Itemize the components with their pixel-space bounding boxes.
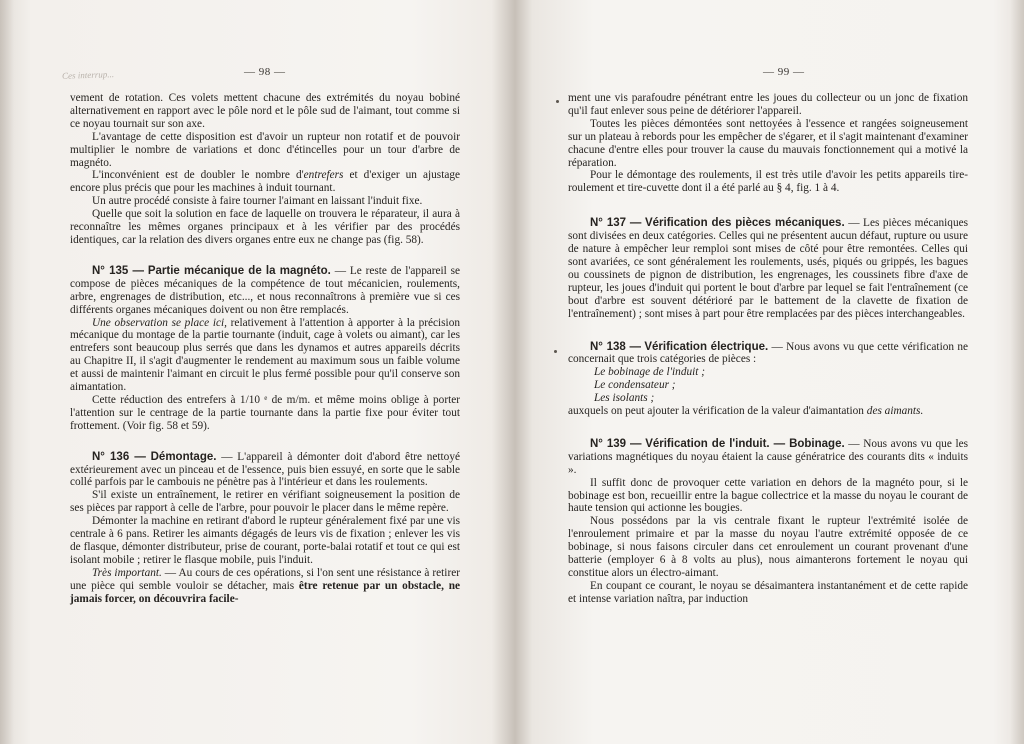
ink-speck <box>556 100 559 103</box>
paragraph: Nous possédons par la vis centrale fixant le rupteur l'extrémité isolée de l'enroulement primaire et par la masse du noyau l'autre extrémité opposée de ce bobinage, si nous faisons circuler dans cet enroulement un courant provenant d'une batterie (employer 6 à 8 volts au plus), nous aimanterons fortement le noyau qui constitue alors un électro-aimant. <box>568 515 968 579</box>
list-item: Le bobinage de l'induit ; <box>594 366 705 379</box>
paragraph: ment une vis parafoudre pénétrant entre les joues du collecteur ou un jonc de fixation qu'il faut enlever sous peine de détériorer l'appareil. <box>568 92 968 117</box>
list-item: Les isolants ; <box>594 392 655 405</box>
section-number: N° 135 — <box>92 264 145 277</box>
section-title: Vérification de l'induit. — Bobinage. <box>645 437 845 450</box>
section-number: N° 136 — <box>92 450 146 463</box>
paragraph: Pour le démontage des roulements, il est très utile d'avoir les petits appareils tire-roulement et tire-cuvette dont il a été parlé au § 4, fig. 1 à 4. <box>568 169 968 195</box>
paragraph: L'inconvénient est de doubler le nombre d'entrefers et d'exiger un ajustage encore plus précis que pour les machines à induit tournant. <box>70 169 461 195</box>
paragraph: Toutes les pièces démontées sont nettoyées à l'essence et rangées soigneusement sur un plateau à rebords pour les empêcher de s'égarer, et il s'agit maintenant d'examiner chacune d'entre elles pour trouver la cause du mauvais fonctionnement qui a motivé la réparation. <box>568 117 968 169</box>
section-137: N° 137 — Vérification des pièces mécaniques. — Les pièces mécaniques sont divisées en deux catégories. Celles qui ne présentent aucun défaut, rupture ou usure de nature à empêcher leur remploi sont mises de côté pour être remontées. Celles qui sont avariées, ce sont généralement les roulements, usés, piqués ou grippés, les bagues ou coussinets de pignon de distribution, les engrenages, les coussinets fibre d'axe de rupteur, les joues d'induit qui portent le bout d'arbre par lequel se fait l'entraînement (ce bout d'arbre est souvent détérioré par le battement de la clavette de fixation de l'entraînement) ; sont mises à part pour être remplacées par des pièces interchangeables. <box>568 217 968 320</box>
section-number: N° 139 — <box>590 437 642 450</box>
category-list <box>568 366 968 405</box>
emphasis: entrefers <box>303 169 344 182</box>
paragraph: Cette réduction des entrefers à 1/10 ᵉ de m/m. et même moins oblige à porter l'attention sur le centrage de la partie tournante dans la partie fixe pour éviter tout frottement. (Voir fig. 58 et 59). <box>70 393 460 432</box>
ghost-text: Ces interrup... <box>61 69 115 81</box>
section-title: Vérification électrique. <box>644 340 769 353</box>
paragraph: En coupant ce courant, le noyau se désaimantera instantanément et de cette rapide et intense variation naîtra, par induction <box>568 579 968 605</box>
paragraph: L'avantage de cette disposition est d'avoir un rupteur non rotatif et de pouvoir multiplier le nombre de variations et donc d'étincelles pour un tour d'arbre de magnéto. <box>70 130 460 169</box>
paragraph: Une observation se place ici, relativement à l'attention à apporter à la précision mécanique du montage de la partie tournante (induit, cage à volets ou aimant), car les entrefers sont beaucoup plus serrés que dans les dynamos et autres appareils décrits au Chapitre II, il s'agit d'augmenter le rendement au maximum sous un faible volume et aussi de maintenir l'aimant en circuit le plus fermé possible pour qu'il conserve son aimantation. <box>70 316 460 394</box>
paragraph: Il suffit donc de provoquer cette variation en dehors de la magnéto pour, si le bobinage est bon, recueillir entre la bague collectrice et la masse du noyau le courant de haute tension qui actionne les bougies. <box>568 476 968 515</box>
ink-speck <box>554 350 557 353</box>
bold-text: être retenue par un obstacle, ne jamais forcer, on découvrira facile- <box>70 579 460 605</box>
paragraph: auxquels on peut ajouter la vérification de la valeur d'aimantation des aimants. <box>568 405 924 418</box>
paragraph: vement de rotation. Ces volets mettent chacune des extrémités du noyau bobiné alternativement en rapport avec le pôle nord et le pôle sud de l'aimant, tout comme si ce noyau tournait sur son axe. <box>70 92 460 130</box>
page-number: — 98 — <box>244 66 286 78</box>
section-title: Partie mécanique de la magnéto. <box>147 264 331 277</box>
emphasis: Très important. <box>92 566 162 579</box>
section-number: N° 137 — <box>590 217 642 230</box>
section-138: N° 138 — Vérification électrique. — Nous avons vu que cette vérification ne concernait que trois catégories de pièces : <box>568 340 968 366</box>
right-page <box>512 0 1024 744</box>
section-number: N° 138 — <box>590 340 641 353</box>
list-item: Le condensateur ; <box>594 379 676 392</box>
paragraph: Très important. — Au cours de ces opérations, si l'on sent une résistance à retirer une pièce qui semble vouloir se détacher, mais être retenue par un obstacle, ne jamais forcer, on découvrira facile- <box>70 566 460 605</box>
section-title: Vérification des pièces mécaniques. <box>644 217 845 230</box>
section-title: Démontage. <box>150 450 217 463</box>
emphasis: des aimants. <box>866 405 924 418</box>
section-139: N° 139 — Vérification de l'induit. — Bobinage. — Nous avons vu que les variations magnétiques du noyau étaient la cause génératrice des courants dits « induits ». <box>568 437 969 476</box>
paragraph: Démonter la machine en retirant d'abord le rupteur généralement fixé par une vis centrale à 6 pans. Retirer les aimants dégagés de leurs vis de fixation ; enlever les vis de flasque, démonter distributeur, prise de courant, porte-balai rotatif et tout ce qui est isolant mobile ; retirer le flasque mobile, puis l'induit. <box>70 515 460 566</box>
paragraph: Un autre procédé consiste à faire tourner l'aimant en laissant l'induit fixe. <box>92 195 423 208</box>
section-135: N° 135 — Partie mécanique de la magnéto. — Le reste de l'appareil se compose de pièces mécaniques de la compétence de tout mécanicien, roulements, arbre, engrenages de distribution, etc..., et nous reconnaîtrons à première vue si ces différents organes mécaniques doivent ou non être remplacés. <box>70 264 461 316</box>
paragraph: Quelle que soit la solution en face de laquelle on trouvera le réparateur, il aura à reconnaître les mêmes organes principaux et à les vérifier par des procédés identiques, car la relation des divers organes entre eux ne change pas (fig. 58). <box>70 208 460 246</box>
right-page-text <box>568 92 968 606</box>
section-136: N° 136 — Démontage. — L'appareil à démonter doit d'abord être nettoyé extérieurement avec un pinceau et de l'essence, puis bien essuyé, en sorte que le sable collé parfois par le cambouis ne pénètre pas à l'intérieur et dans les roulements. <box>70 450 460 489</box>
left-page-text <box>70 92 460 606</box>
paragraph: S'il existe un entraînement, le retirer en vérifiant soigneusement la position de ses pièces par rapport à celle de l'arbre, pour pouvoir le placer dans le même repère. <box>70 489 460 515</box>
page-number: — 99 — <box>763 66 805 78</box>
emphasis: Une observation se place ici, <box>92 316 227 329</box>
